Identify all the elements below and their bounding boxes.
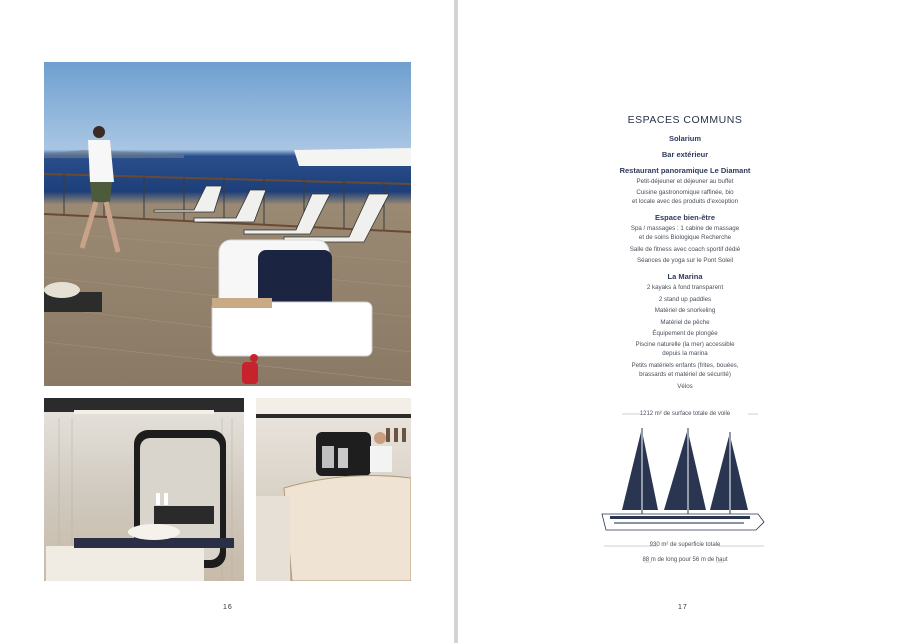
list-item: depuis la marina [662,350,708,357]
spa-illustration [44,398,244,581]
list-item: Vélos [677,383,693,390]
group-heading-marina: La Marina [667,272,703,281]
list-item: Salle de fitness avec coach sportif dédié [629,246,741,253]
list-item: brassards et matériel de sécurité) [639,371,731,378]
page-number-right: 17 [678,604,688,611]
list-item: Équipement de plongée [652,330,718,337]
list-item: Cuisine gastronomique raffinée, bio [636,189,734,196]
list-item: 2 stand up paddles [658,296,712,303]
group-heading-restaurant: Restaurant panoramique Le Diamant [619,166,751,175]
group-heading-solarium: Solarium [668,134,702,143]
sail-area-label: 1212 m² de surface totale de voile [639,411,731,417]
list-item: Piscine naturelle (la mer) accessible [635,341,735,348]
list-item: 2 kayaks à fond transparent [646,284,724,291]
list-item: Matériel de snorkeling [654,307,716,314]
spa-photo [44,398,244,581]
group-heading-bar: Bar extérieur [661,150,709,159]
list-item: Spa / massages : 1 cabine de massage [630,225,740,232]
section-title: ESPACES COMMUNS [627,114,743,126]
list-item: et de soins Biologique Recherche [638,234,732,241]
list-item: et locale avec des produits d'exception [631,198,739,205]
page-number-left: 16 [223,604,233,611]
bar-illustration [256,398,411,581]
list-item: Matériel de pêche [660,319,710,326]
bar-photo [256,398,411,581]
group-heading-wellness: Espace bien-être [654,213,716,222]
list-item: Petits matériels enfants (frites, bouées, [631,362,739,369]
dimensions-label: 88 m de long pour 56 m de haut [642,557,728,563]
left-page [0,0,454,643]
list-item: Petit-déjeuner et déjeuner au buffet [636,178,734,185]
deck-illustration [44,62,411,386]
list-item: Séances de yoga sur le Pont Soleil [637,257,733,264]
right-page [458,0,912,643]
deck-photo [44,62,411,386]
total-area-label: 930 m² de superficie totale [649,542,721,548]
